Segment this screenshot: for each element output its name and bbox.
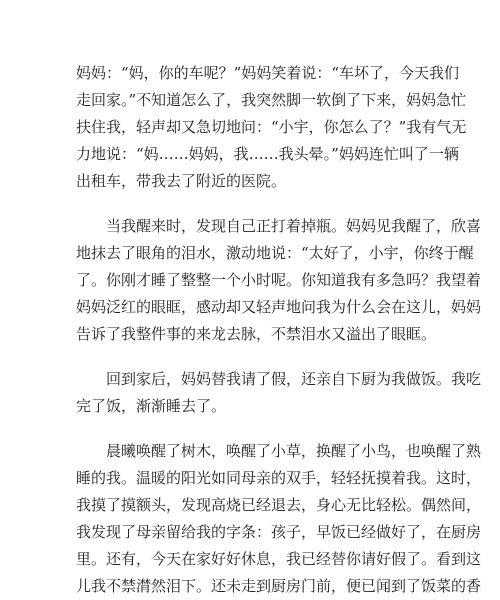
text-line: 妈妈泛红的眼眶，感动却又轻声地问我为什么会在这儿，妈妈 [76, 298, 482, 316]
text-line: 扶住我，轻声却又急切地问：“小宇，你怎么了？”我有气无 [76, 118, 467, 136]
text-line: 里。还有，今天在家好好休息，我已经替你请好假了。看到这 [76, 550, 482, 568]
paragraph-1 [76, 60, 467, 195]
text-line: 力地说：“妈……妈妈，我……我头晕。”妈妈连忙叫了一辆 [76, 145, 459, 163]
paragraph-4 [76, 438, 482, 600]
text-line: 当我醒来时，发现自己正打着掉瓶。妈妈见我醒了，欣喜 [76, 217, 482, 235]
text-line: 儿我不禁潸然泪下。还未走到厨房门前，便已闻到了饭菜的香 [76, 577, 482, 595]
text-line: 回到家后，妈妈替我请了假，还亲自下厨为我做饭。我吃 [76, 370, 482, 388]
paragraph-3 [76, 366, 482, 420]
text-line: 出租车，带我去了附近的医院。 [76, 172, 287, 190]
text-line: 睡的我。温暖的阳光如同母亲的双手，轻轻抚摸着我。这时， [76, 469, 482, 487]
text-line: 告诉了我整件事的来龙去脉，不禁泪水又溢出了眼眶。 [76, 325, 437, 343]
text-line: 我发现了母亲留给我的字条：孩子，早饭已经做好了，在厨房 [76, 523, 482, 541]
document-body [76, 60, 482, 600]
text-line: 晨曦唤醒了树木，唤醒了小草，换醒了小鸟，也唤醒了熟 [76, 442, 482, 460]
text-line: 妈妈：“妈，你的车呢？”妈妈笑着说：“车坏了，今天我们 [76, 64, 460, 82]
text-line: 完了饭，渐渐睡去了。 [76, 397, 227, 415]
text-line: 地抹去了眼角的泪水，激动地说：“太好了，小宇，你终于醒 [76, 244, 474, 262]
paragraph-2 [76, 213, 482, 348]
text-line: 我摸了摸额头，发现高烧已经退去，身心无比轻松。偶然间， [76, 496, 482, 514]
text-line: 了。你刚才睡了整整一个小时呢。你知道我有多急吗？我望着 [76, 271, 482, 289]
text-line: 走回家。”不知道怎么了，我突然脚一软倒了下来，妈妈急忙 [76, 91, 467, 109]
